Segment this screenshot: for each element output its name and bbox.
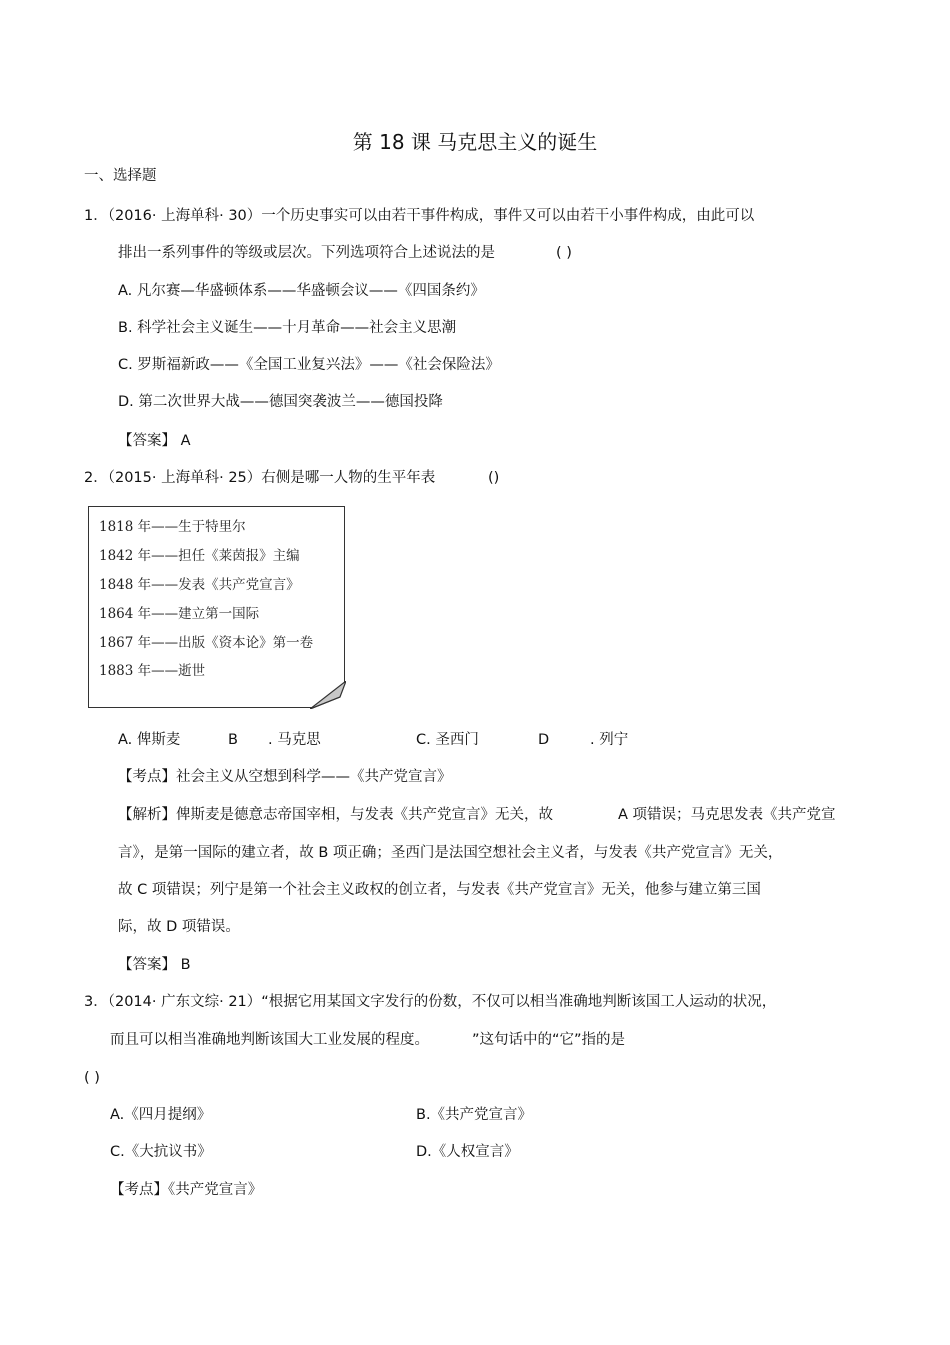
q3-option-c: C.《大抗议书》 [110, 1144, 212, 1160]
q2-kaodian: 【考点】社会主义从空想到科学——《共产党宣言》 [118, 769, 452, 785]
timeline-item: 1842 年——担任《莱茵报》主编 [99, 548, 300, 564]
q2-option-b-letter: B [228, 732, 238, 748]
timeline-item: 1818 年——生于特里尔 [99, 519, 246, 535]
q2-option-c: C. 圣西门 [416, 732, 479, 748]
q2-option-b-text: . 马克思 [268, 732, 321, 748]
q2-jiexi-line1b: A 项错误；马克思发表《共产党宣 [618, 807, 836, 823]
q2-jiexi-line1: 【解析】俾斯麦是德意志帝国宰相，与发表《共产党宣言》无关，故 [118, 807, 553, 823]
q1-stem-line2: 排出一系列事件的等级或层次。下列选项符合上述说法的是 [118, 245, 495, 261]
q2-jiexi-line4: 际，故 D 项错误。 [118, 919, 240, 935]
q3-option-d: D.《人权宣言》 [416, 1144, 519, 1160]
q2-option-a: A. 俾斯麦 [118, 732, 181, 748]
q2-option-d-letter: D [538, 732, 550, 748]
q1-option-a: A. 凡尔赛—华盛顿体系——华盛顿会议——《四国条约》 [118, 283, 485, 299]
q1-answer-paren: ( ) [556, 245, 572, 261]
timeline-item: 1864 年——建立第一国际 [99, 606, 260, 622]
q1-answer: 【答案】 A [118, 433, 191, 449]
q3-kaodian: 【考点】《共产党宣言》 [110, 1182, 263, 1198]
page-curl-icon [310, 681, 346, 709]
q1-stem-line1: 1．（2016· 上海单科· 30）一个历史事实可以由若干事件构成，事件又可以由若干小事件构成，由此可以 [84, 208, 755, 224]
q2-option-d-text: . 列宁 [590, 732, 629, 748]
q3-stem-line1: 3．（2014· 广东文综· 21）“根据它用某国文字发行的份数，不仅可以相当准确地判断该国工人运动的状况， [84, 994, 777, 1010]
timeline-item: 1883 年——逝世 [99, 663, 206, 679]
q3-option-a: A.《四月提纲》 [110, 1107, 212, 1123]
q3-option-b: B.《共产党宣言》 [416, 1107, 533, 1123]
q1-option-d: D. 第二次世界大战——德国突袭波兰——德国投降 [118, 394, 443, 410]
q2-jiexi-line2: 言》，是第一国际的建立者，故 B 项正确；圣西门是法国空想社会主义者，与发表《共产党宣言》无关， [118, 845, 783, 861]
q2-answer-paren: () [488, 470, 500, 486]
timeline-card [88, 506, 345, 708]
q2-jiexi-line3: 故 C 项错误；列宁是第一个社会主义政权的创立者，与发表《共产党宣言》无关，他参与建立第三国 [118, 882, 761, 898]
timeline-item: 1867 年——出版《资本论》第一卷 [99, 635, 314, 651]
q2-stem-line1: 2．（2015· 上海单科· 25）右侧是哪一人物的生平年表 [84, 470, 436, 486]
q2-answer: 【答案】 B [118, 957, 191, 973]
q3-stem-line2b: ”这句话中的“它”指的是 [472, 1032, 626, 1048]
q3-answer-paren: ( ) [84, 1070, 100, 1086]
timeline-item: 1848 年——发表《共产党宣言》 [99, 577, 300, 593]
section-heading: 一、选择题 [84, 168, 157, 184]
q1-option-c: C. 罗斯福新政——《全国工业复兴法》——《社会保险法》 [118, 357, 500, 373]
q3-stem-line2: 而且可以相当准确地判断该国大工业发展的程度。 [110, 1032, 429, 1048]
page-title: 第 18 课 马克思主义的诞生 [352, 130, 598, 154]
q1-option-b: B. 科学社会主义诞生——十月革命——社会主义思潮 [118, 320, 457, 336]
